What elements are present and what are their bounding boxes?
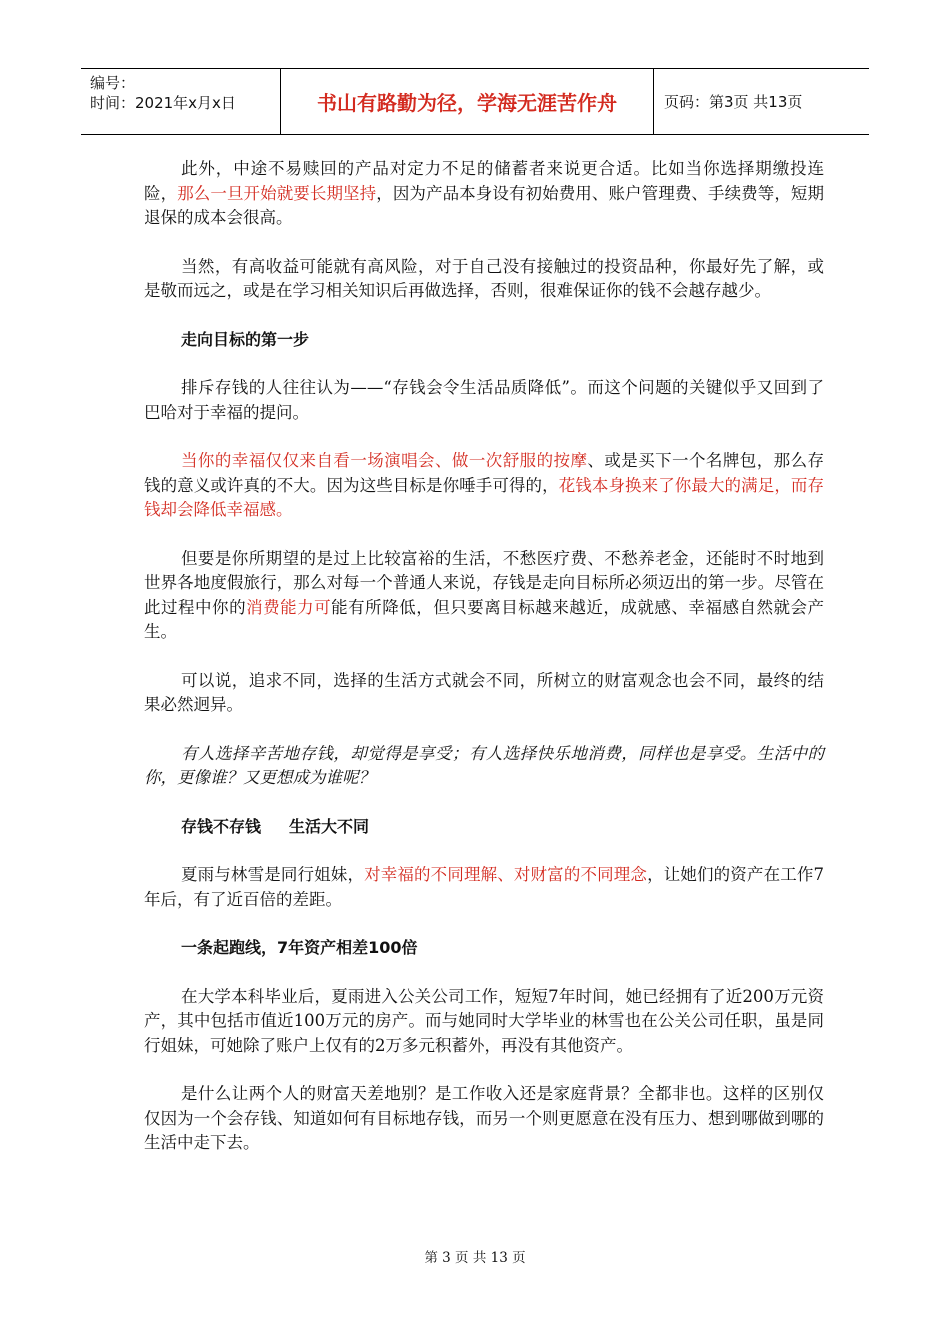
highlight-text: 消费能力可 — [246, 597, 332, 617]
highlight-text: 花钱本身换来了你最大的满足，而存钱却会降低幸福感。 — [144, 475, 825, 519]
section-heading: 一条起跑线，7年资产相差100倍 — [181, 938, 418, 957]
highlight-text: 对幸福的不同理解、对财富的不同理念 — [364, 865, 648, 884]
paragraph: 是什么让两个人的财富天差地别？是工作收入还是家庭背景？全都非也。这样的区别仅仅因为一个会存钱、知道如何有目标地存钱，而另一个则更愿意在没有压力、想到哪做到哪的生活中走下去。 — [144, 1084, 824, 1152]
article-body — [144, 157, 824, 1180]
paragraph: 可以说，追求不同，选择的生活方式就会不同，所树立的财富观念也会不同，最终的结果必然迥异。 — [144, 670, 824, 714]
header-meta — [81, 69, 281, 134]
paragraph: 当然，有高收益可能就有高风险，对于自己没有接触过的投资品种，你最好先了解，或是敬而远之，或是在学习相关知识后再做选择，否则，很难保证你的钱不会越存越少。 — [144, 256, 824, 300]
document-date: 时间：2021年x月x日 — [90, 94, 236, 112]
page-header — [81, 68, 869, 135]
highlight-text: 那么一旦开始就要长期坚持 — [177, 183, 377, 203]
section-heading: 走向目标的第一步 — [181, 329, 310, 349]
highlight-text: 当你的幸福仅仅来自看一场演唱会、做一次舒服的按摩 — [181, 451, 588, 470]
quote-paragraph: 有人选择辛苦地存钱，却觉得是享受；有人选择快乐地消费，同样也是享受。生活中的你，更像谁？又更想成为谁呢？ — [144, 743, 824, 787]
paragraph: 此外，中途不易赎回的产品对定力不足的储蓄者来说更合适。比如当你选择期缴投连险，那么一旦开始就要长期坚持，因为产品本身设有初始费用、账户管理费、手续费等，短期退保的成本会很高。 — [144, 159, 825, 227]
header-motto: 书山有路勤为径，学海无涯苦作舟 — [281, 69, 654, 134]
paragraph: 但要是你所期望的是过上比较富裕的生活，不愁医疗费、不愁养老金，还能时不时地到世界各地度假旅行，那么对每一个普通人来说，存钱是走向目标所必须迈出的第一步。尽管在此过程中你的消费能力可能有所降低，但只要离目标越来越近，成就感、幸福感自然就会产生。 — [144, 548, 825, 641]
paragraph: 夏雨与林雪是同行姐妹，对幸福的不同理解、对财富的不同理念，让她们的资产在工作7年后，有了近百倍的差距。 — [144, 865, 825, 909]
page-footer: 第 3 页 共 13 页 — [424, 1250, 526, 1266]
paragraph: 在大学本科毕业后，夏雨进入公关公司工作，短短7年时间，她已经拥有了近200万元资产，其中包括市值近100万元的房产。而与她同时大学毕业的林雪也在公关公司任职，虽是同行姐妹，可她除了账户上仅有的2万多元积蓄外，再没有其他资产。 — [144, 986, 824, 1055]
paragraph: 当你的幸福仅仅来自看一场演唱会、做一次舒服的按摩、或是买下一个名牌包，那么存钱的意义或许真的不大。因为这些目标是你唾手可得的，花钱本身换来了你最大的满足，而存钱却会降低幸福感。 — [144, 451, 825, 519]
document-number: 编号： — [90, 74, 136, 92]
paragraph: 排斥存钱的人往往认为——“存钱会令生活品质降低”。而这个问题的关键似乎又回到了巴哈对于幸福的提问。 — [144, 378, 824, 422]
section-heading: 存钱不存钱 生活大不同 — [181, 816, 370, 836]
header-page-number: 页码：第3页 共13页 — [664, 93, 803, 111]
